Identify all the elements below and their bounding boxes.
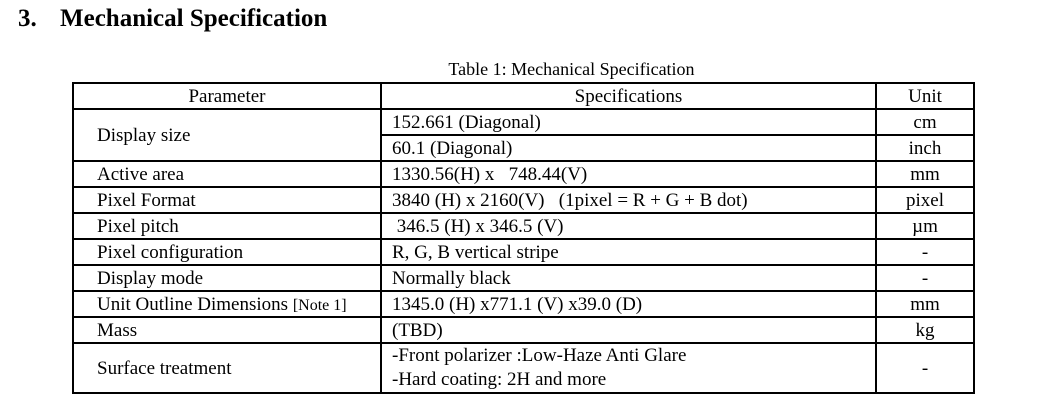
section-title: Mechanical Specification: [60, 5, 328, 32]
header-unit: Unit: [876, 83, 974, 109]
spec-unit-outline-dimensions: 1345.0 (H) x771.1 (V) x39.0 (D): [381, 291, 876, 317]
param-pixel-pitch: Pixel pitch: [73, 213, 381, 239]
table-row: [73, 161, 974, 187]
unit-pixel-format: pixel: [876, 187, 974, 213]
section-number: 3.: [18, 5, 37, 32]
spec-display-mode: Normally black: [381, 265, 876, 291]
note-reference: [Note 1]: [292, 296, 347, 314]
param-active-area: Active area: [73, 161, 381, 187]
spec-display-size-cm: 152.661 (Diagonal): [381, 109, 876, 135]
table-caption: Table 1: Mechanical Specification: [448, 59, 695, 79]
table-row: [73, 265, 974, 291]
param-mass: Mass: [73, 317, 381, 343]
param-surface-treatment: Surface treatment: [73, 343, 381, 393]
spec-surface-treatment: [381, 343, 876, 393]
unit-pixel-configuration: -: [876, 239, 974, 265]
spec-pixel-format: 3840 (H) x 2160(V) (1pixel = R + G + B dot): [381, 187, 876, 213]
spec-active-area: 1330.56(H) x 748.44(V): [381, 161, 876, 187]
header-specifications: Specifications: [381, 83, 876, 109]
unit-display-size-inch: inch: [876, 135, 974, 161]
table-row: [73, 187, 974, 213]
table-row: [73, 109, 974, 135]
table-row: [73, 343, 974, 393]
section-heading: [18, 5, 327, 33]
table-row: [73, 239, 974, 265]
spec-pixel-configuration: R, G, B vertical stripe: [381, 239, 876, 265]
unit-mass: kg: [876, 317, 974, 343]
table-header-row: [73, 83, 974, 109]
unit-pixel-pitch: µm: [876, 213, 974, 239]
table-row: [73, 291, 974, 317]
param-display-mode: Display mode: [73, 265, 381, 291]
table-row: [73, 317, 974, 343]
spec-surface-treatment-line-1: -Front polarizer :Low-Haze Anti Glare: [392, 345, 687, 366]
spec-pixel-pitch: 346.5 (H) x 346.5 (V): [381, 213, 876, 239]
unit-surface-treatment: -: [876, 343, 974, 393]
spec-display-size-inch: 60.1 (Diagonal): [381, 135, 876, 161]
param-pixel-configuration: Pixel configuration: [73, 239, 381, 265]
param-unit-outline-dimensions: [73, 291, 381, 317]
header-parameter: Parameter: [73, 83, 381, 109]
unit-unit-outline-dimensions: mm: [876, 291, 974, 317]
unit-display-mode: -: [876, 265, 974, 291]
spec-mass: (TBD): [381, 317, 876, 343]
spec-surface-treatment-line-2: -Hard coating: 2H and more: [392, 369, 607, 390]
param-unit-outline-dimensions-label: Unit Outline Dimensions: [97, 293, 293, 315]
param-pixel-format: Pixel Format: [73, 187, 381, 213]
param-display-size: Display size: [73, 109, 381, 161]
table-row: [73, 213, 974, 239]
mechanical-spec-table: [72, 82, 975, 394]
unit-active-area: mm: [876, 161, 974, 187]
unit-display-size-cm: cm: [876, 109, 974, 135]
